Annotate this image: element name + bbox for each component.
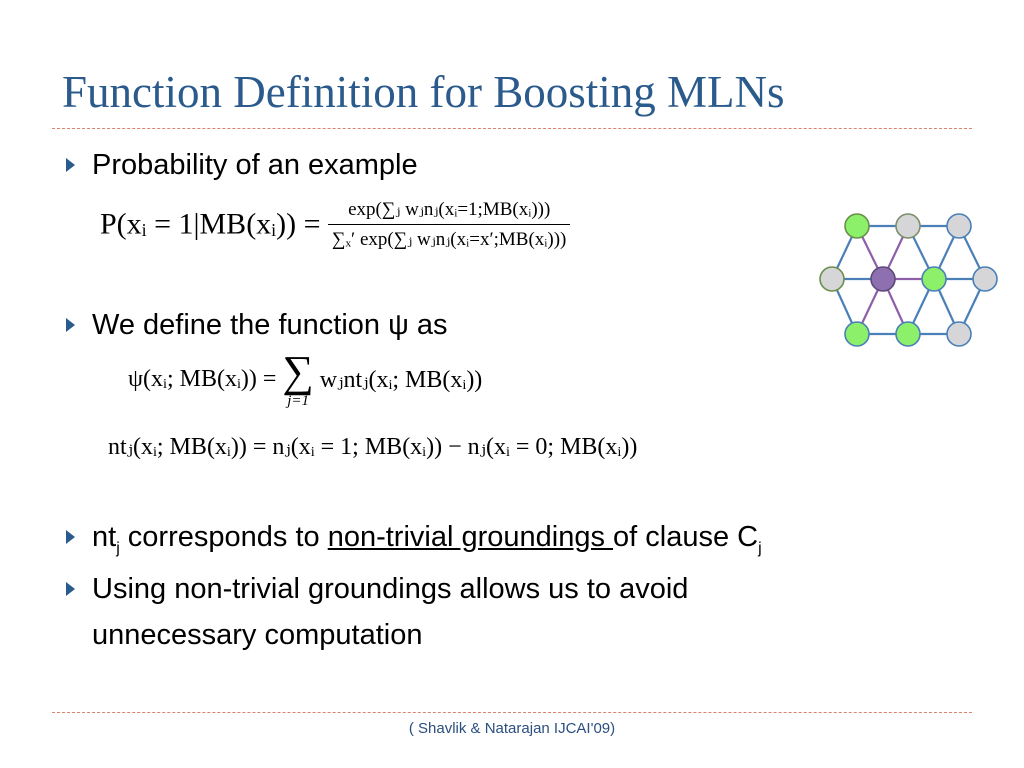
bullet-nt-corresponds bbox=[92, 514, 762, 572]
bullet-avoid-line2: unnecessary computation bbox=[92, 619, 423, 651]
graph-node-unknown bbox=[973, 267, 997, 291]
non-trivial-groundings-text: non-trivial groundings bbox=[327, 521, 614, 553]
slide-title: Function Definition for Boosting MLNs bbox=[62, 67, 785, 117]
graph-node-evidence bbox=[922, 267, 946, 291]
equation-psi-rhs: wⱼntⱼ(xᵢ; MB(xᵢ)) bbox=[319, 367, 483, 393]
markov-network-graph bbox=[815, 205, 1005, 350]
equation-probability-lhs: P(xᵢ = 1|MB(xᵢ)) = bbox=[100, 207, 321, 241]
equation-probability-denominator: ∑ₓ′ exp(∑ⱼ wⱼnⱼ(xᵢ=x′;MB(xᵢ))) bbox=[332, 229, 567, 250]
graph-node-evidence bbox=[896, 322, 920, 346]
graph-node-unknown bbox=[947, 322, 971, 346]
equation-psi bbox=[128, 347, 483, 409]
equation-probability bbox=[100, 198, 570, 251]
graph-node-evidence bbox=[845, 322, 869, 346]
slide-citation: ( Shavlik & Natarajan IJCAI'09) bbox=[408, 720, 616, 737]
graph-node-query bbox=[871, 267, 895, 291]
of-clause-text: of clause C bbox=[613, 521, 759, 553]
equation-nt: ntⱼ(xᵢ; MB(xᵢ)) = nⱼ(xᵢ = 1; MB(xᵢ)) − nⱼ(xᵢ = 0; MB(xᵢ)) bbox=[108, 434, 638, 460]
nt-prefix: nt bbox=[92, 521, 117, 553]
graph-node-evidence bbox=[845, 214, 869, 238]
graph-node-unknown bbox=[820, 267, 844, 291]
bullet-arrow-icon bbox=[66, 158, 75, 172]
title-divider bbox=[52, 128, 972, 129]
bullet-define-psi: We define the function ψ as bbox=[92, 309, 448, 341]
clause-subscript: j bbox=[758, 539, 762, 557]
summation-icon: ∑ bbox=[282, 347, 314, 396]
bullet-avoid-line1: Using non-trivial groundings allows us to avoid bbox=[92, 573, 689, 605]
graph-node-unknown bbox=[947, 214, 971, 238]
bullet-probability: Probability of an example bbox=[92, 149, 418, 181]
equation-psi-lhs: ψ(xᵢ; MB(xᵢ)) = bbox=[128, 366, 277, 392]
equation-psi-sum-lower: j=1 bbox=[287, 393, 309, 409]
bullet-arrow-icon bbox=[66, 318, 75, 332]
footer-divider bbox=[52, 712, 972, 713]
equation-probability-numerator: exp(∑ⱼ wⱼnⱼ(xᵢ=1;MB(xᵢ))) bbox=[328, 198, 570, 225]
bullet-avoid-computation bbox=[92, 566, 688, 658]
graph-node-unknown bbox=[896, 214, 920, 238]
corresponds-text: corresponds to bbox=[119, 521, 328, 553]
nt-subscript: j bbox=[116, 539, 120, 557]
bullet-arrow-icon bbox=[66, 582, 75, 596]
bullet-arrow-icon bbox=[66, 530, 75, 544]
